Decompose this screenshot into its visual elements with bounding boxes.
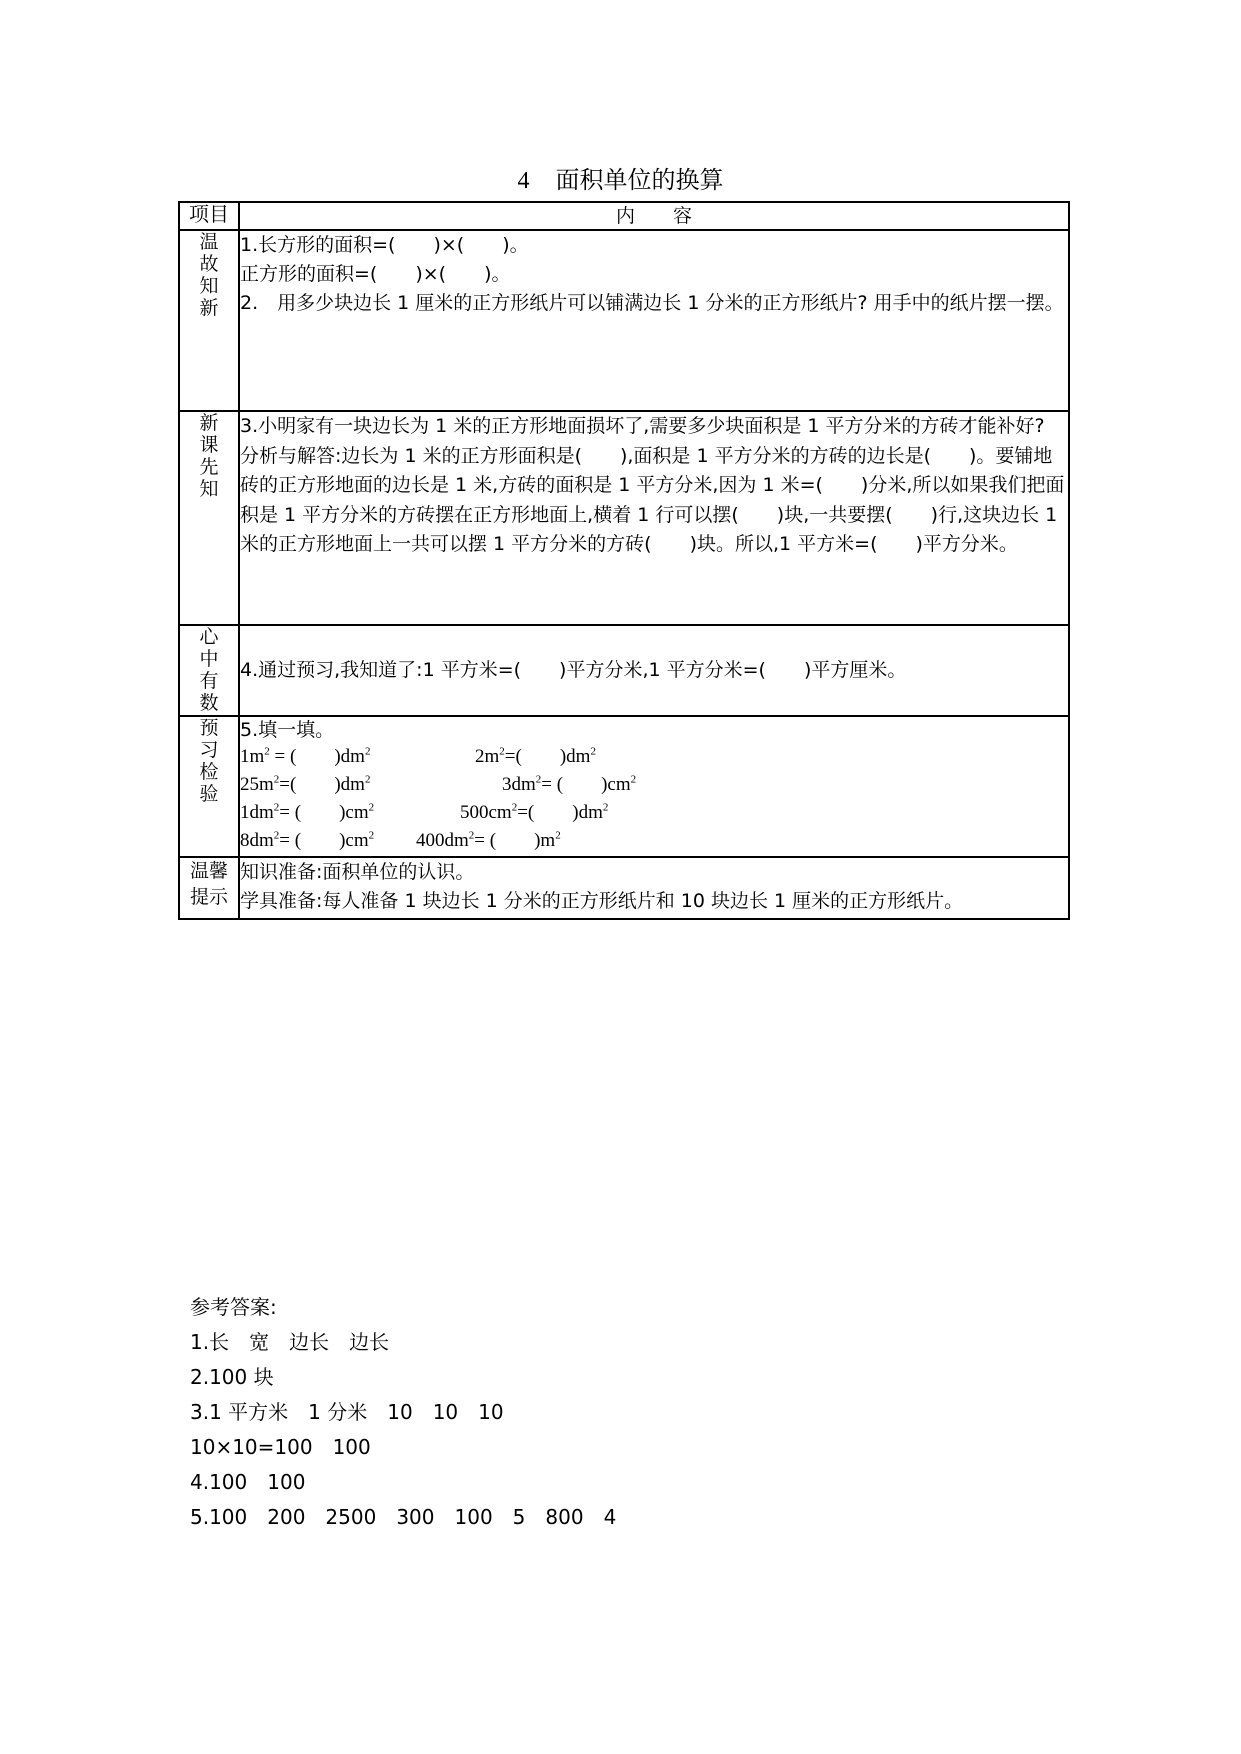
- row-content: [239, 230, 1069, 411]
- row-label: 温馨提示: [179, 857, 239, 919]
- table-row: [179, 411, 1069, 625]
- tip-knowledge: 知识准备:面积单位的认识。: [240, 861, 475, 883]
- answer-line: 1.长 宽 边长 边长: [190, 1330, 390, 1354]
- row-content: [239, 857, 1069, 919]
- answer-line: 4.100 100: [190, 1470, 306, 1494]
- answer-line: 5.100 200 2500 300 100 5 800 4: [190, 1505, 617, 1529]
- table-row: [179, 230, 1069, 411]
- row-label: 预习检验: [179, 716, 239, 857]
- fill-row: $1dm^2=$ ( )$cm^2$ $500cm^2=$( )$dm^2$: [240, 801, 609, 823]
- table-row: [179, 857, 1069, 919]
- row-label: 温故知新: [179, 230, 239, 411]
- header-content: 内 容: [239, 202, 1069, 230]
- question-2: 2. 用多少块边长 1 厘米的正方形纸片可以铺满边长 1 分米的正方形纸片? 用手中的纸片摆一摆。: [240, 292, 1064, 314]
- row-content: [239, 716, 1069, 857]
- section-title: 面积单位的换算: [555, 166, 724, 194]
- answer-line: 2.100 块: [190, 1365, 274, 1389]
- header-item: 项目: [179, 202, 239, 230]
- section-number: 4: [517, 168, 530, 194]
- answer-heading: 参考答案:: [190, 1295, 277, 1319]
- row-label: 新课先知: [179, 411, 239, 625]
- analysis-text: 分析与解答:边长为 1 米的正方形面积是( ),面积是 1 平方分米的方砖的边长是( )。要铺地砖的正方形地面的边长是 1 米,方砖的面积是 1 平方分米,因为 1 米=( )分米,所以如果我们把面积是 1 平方分米的方砖摆在正方形地面上,横着 1 行可以摆( )块,一共要摆( )行,这块边长 1 米的正方形地面上一共可以摆 1 平方分米的方砖( )块。所以,1 平方米=( )平方分米。: [240, 444, 1065, 555]
- question-1a: 1.长方形的面积=( )×( )。: [240, 234, 529, 256]
- page-title: [0, 160, 1241, 195]
- question-5-heading: 5.填一填。: [240, 719, 335, 741]
- tip-materials: 学具准备:每人准备 1 块边长 1 分米的正方形纸片和 10 块边长 1 厘米的正方形纸片。: [240, 890, 964, 912]
- row-label: 心中有数: [179, 625, 239, 716]
- preview-table: [178, 201, 1070, 920]
- row-content: [239, 625, 1069, 716]
- fill-row: $1m^2$ = ( )$dm^2$ $2m^2=$( )$dm^2$: [240, 745, 596, 767]
- table-row: [179, 625, 1069, 716]
- row-content: [239, 411, 1069, 625]
- table-row: [179, 716, 1069, 857]
- header-row: [179, 202, 1069, 230]
- question-1b: 正方形的面积=( )×( )。: [240, 263, 511, 285]
- answer-line: 10×10=100 100: [190, 1435, 371, 1459]
- fill-row: $25m^2=$( )$dm^2$ $3dm^2=$ ( )$cm^2$: [240, 773, 637, 795]
- answer-key: [190, 1290, 616, 1535]
- question-3: 3.小明家有一块边长为 1 米的正方形地面损坏了,需要多少块面积是 1 平方分米的方砖才能补好?: [240, 415, 1045, 437]
- answer-line: 3.1 平方米 1 分米 10 10 10: [190, 1400, 504, 1424]
- question-4: 4.通过预习,我知道了:1 平方米=( )平方分米,1 平方分米=( )平方厘米。: [240, 659, 907, 681]
- fill-row: $8dm^2=$ ( )$cm^2$ $400dm^2=$ ( )$m^2$: [240, 829, 561, 851]
